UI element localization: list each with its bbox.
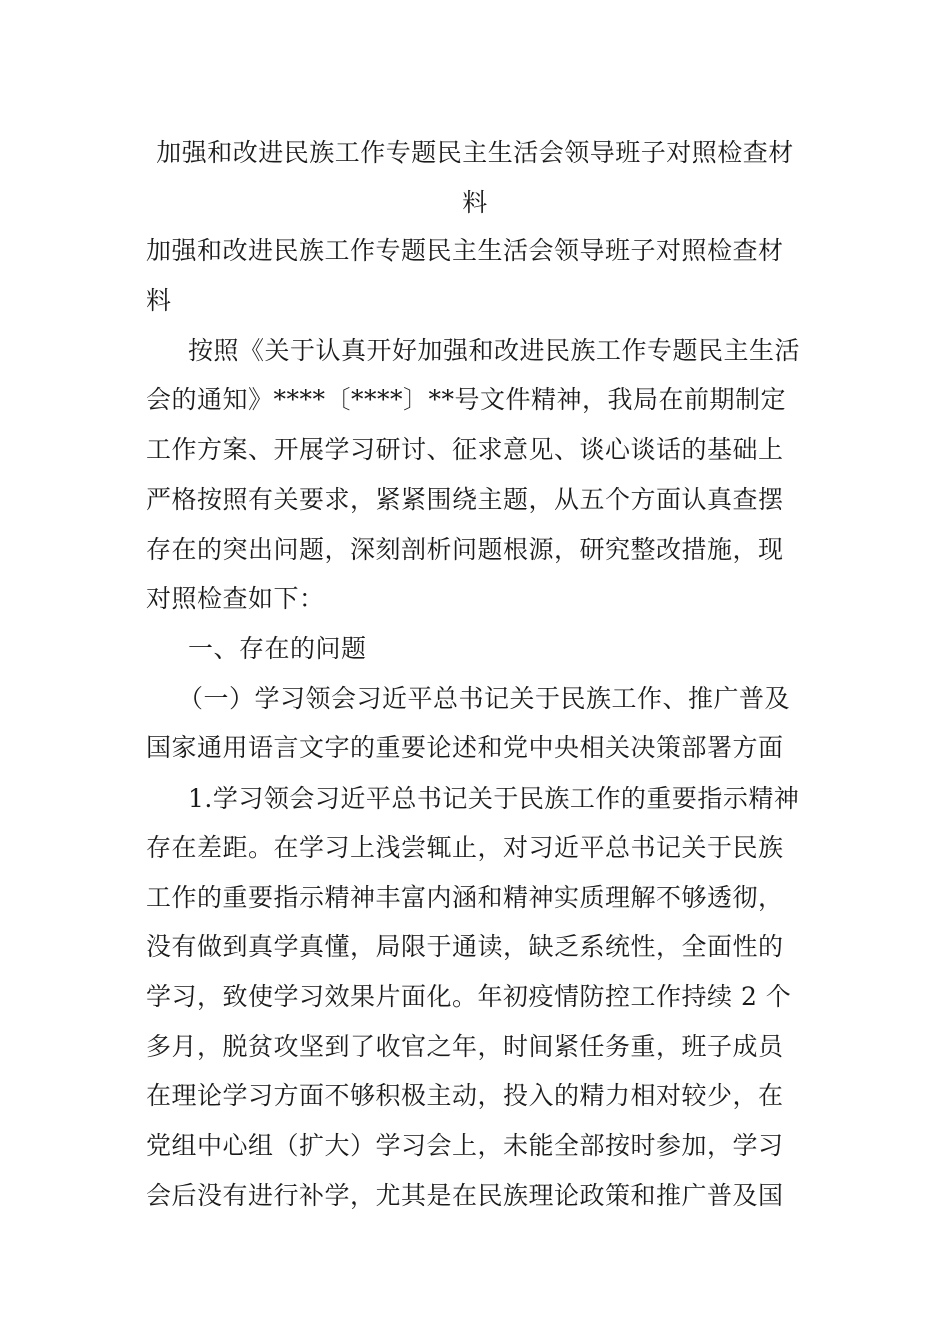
document-title-line-1: 加强和改进民族工作专题民主生活会领导班子对照检查材 <box>156 138 794 167</box>
intro-paragraph-line-5: 存在的突出问题，深刻剖析问题根源，研究整改措施，现 <box>146 535 784 564</box>
item-paragraph-line-1: 1.学习领会习近平总书记关于民族工作的重要指示精神 <box>188 784 800 813</box>
item-paragraph-line-5: 学习，致使学习效果片面化。年初疫情防控工作持续 2 个 <box>146 982 792 1011</box>
intro-paragraph-line-6: 对照检查如下： <box>146 584 325 613</box>
section-heading: 一、存在的问题 <box>188 634 367 663</box>
item-paragraph-line-4: 没有做到真学真懂，局限于通读，缺乏系统性，全面性的 <box>146 932 784 961</box>
subtitle-line-2: 料 <box>146 286 172 315</box>
item-paragraph-line-8: 党组中心组（扩大）学习会上，未能全部按时参加，学习 <box>146 1131 784 1160</box>
item-paragraph-line-9: 会后没有进行补学，尤其是在民族理论政策和推广普及国 <box>146 1181 784 1210</box>
intro-paragraph-line-4: 严格按照有关要求，紧紧围绕主题，从五个方面认真查摆 <box>146 485 784 514</box>
subsection-heading-line-2: 国家通用语言文字的重要论述和党中央相关决策部署方面 <box>146 733 784 762</box>
item-paragraph-line-6: 多月，脱贫攻坚到了收官之年，时间紧任务重，班子成员 <box>146 1032 784 1061</box>
document-title-line-2: 料 <box>462 188 488 217</box>
subsection-heading-line-1: （一）学习领会习近平总书记关于民族工作、推广普及 <box>178 684 791 713</box>
item-paragraph-line-7: 在理论学习方面不够积极主动，投入的精力相对较少，在 <box>146 1081 784 1110</box>
item-paragraph-line-2: 存在差距。在学习上浅尝辄止，对习近平总书记关于民族 <box>146 833 784 862</box>
subtitle-line-1: 加强和改进民族工作专题民主生活会领导班子对照检查材 <box>146 236 784 265</box>
item-paragraph-line-3: 工作的重要指示精神丰富内涵和精神实质理解不够透彻， <box>146 883 784 912</box>
intro-paragraph-line-1: 按照《关于认真开好加强和改进民族工作专题民主生活 <box>188 336 801 365</box>
intro-paragraph-line-3: 工作方案、开展学习研讨、征求意见、谈心谈话的基础上 <box>146 435 784 464</box>
intro-paragraph-line-2: 会的通知》****〔****〕**号文件精神，我局在前期制定 <box>146 385 787 414</box>
